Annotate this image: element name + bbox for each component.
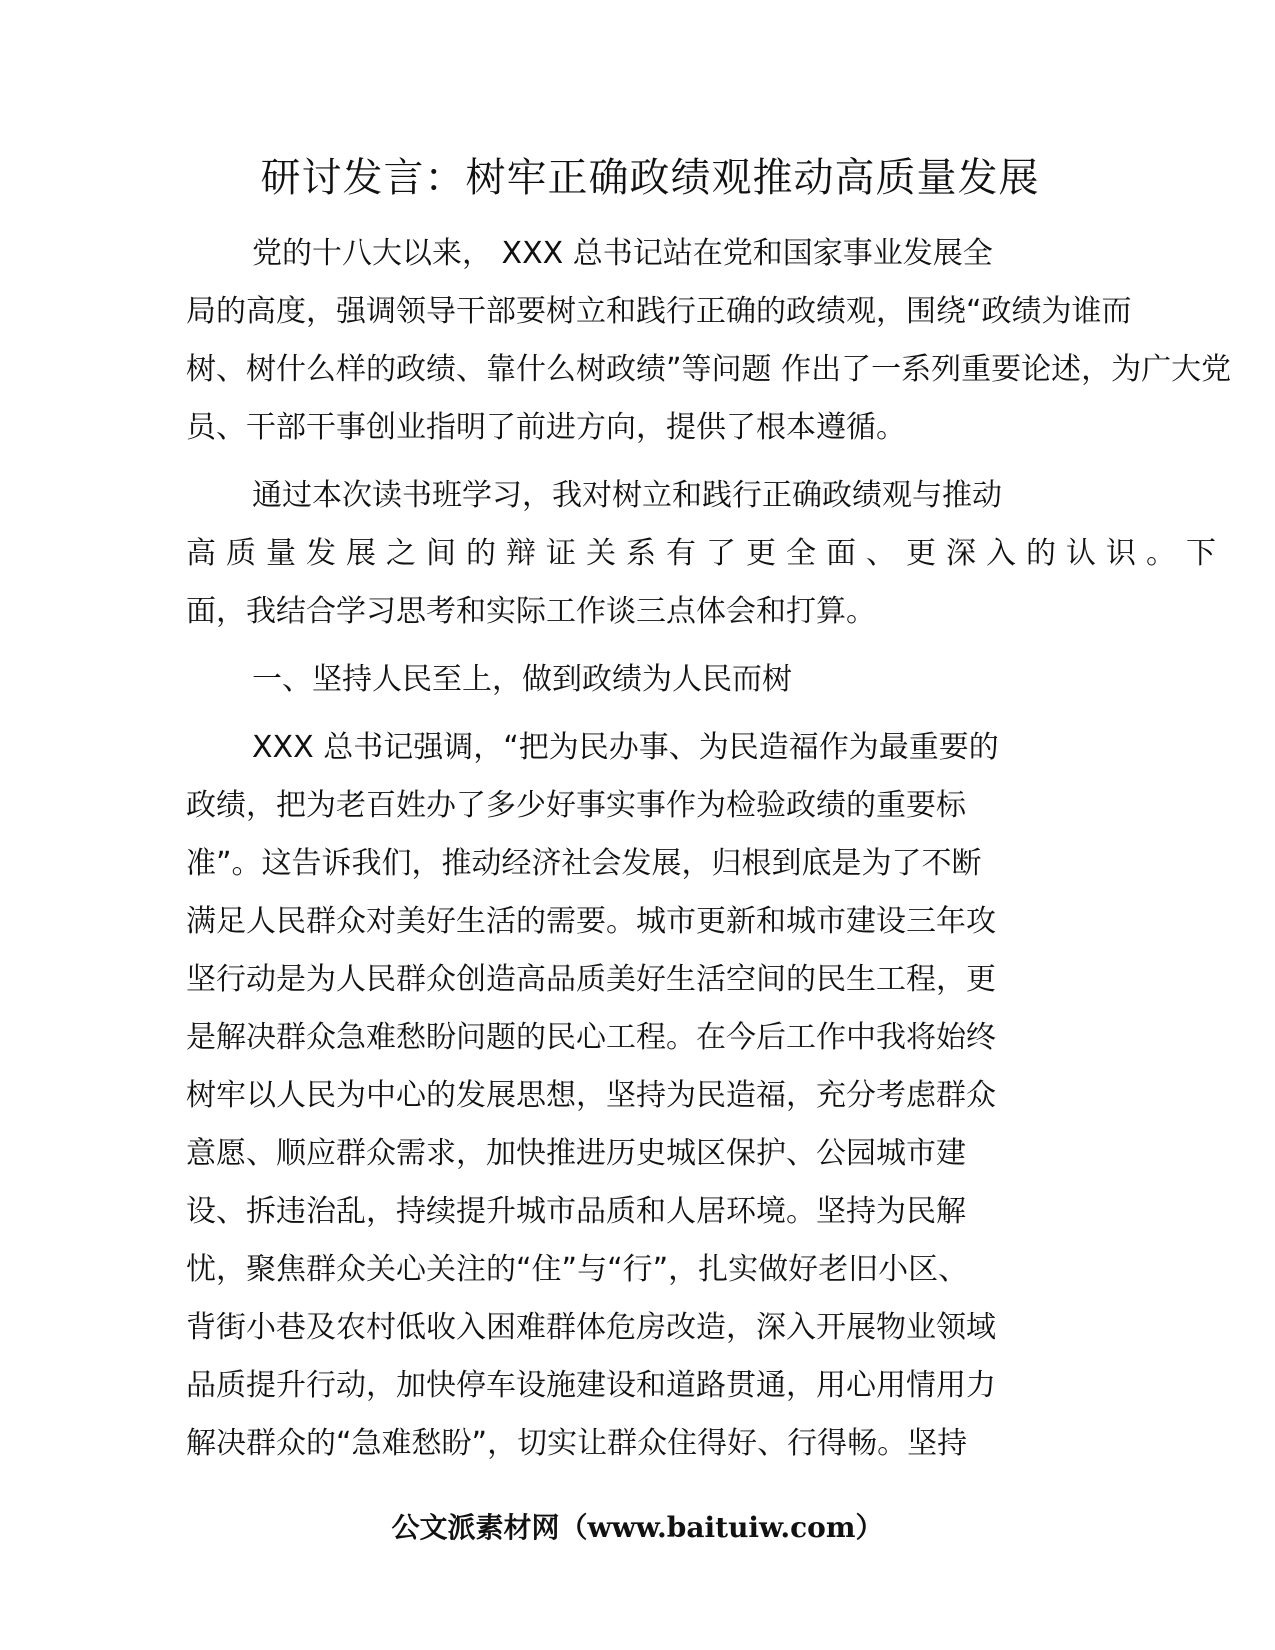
footer-watermark: 公文派素材网（www.baituiw.com） <box>391 1511 884 1544</box>
paragraph-intro <box>186 225 1246 457</box>
text-line: 意愿、顺应群众需求，加快推进历史城区保护、公园城市建 <box>186 1136 966 1171</box>
text-line: 通过本次读书班学习，我对树立和践行正确政绩观与推动 <box>252 478 1002 513</box>
text-line: 政绩，把为老百姓办了多少好事实事作为检验政绩的重要标 <box>186 788 966 823</box>
text-line: 是解决群众急难愁盼问题的民心工程。在今后工作中我将始终 <box>186 1020 996 1055</box>
text-line: 面，我结合学习思考和实际工作谈三点体会和打算。 <box>186 594 876 629</box>
text-line: 品质提升行动，加快停车设施建设和道路贯通，用心用情用力 <box>186 1368 996 1403</box>
text-line: 高质量发展之间的辩证关系有了更全面、更深入的认识。下 <box>186 536 1226 571</box>
paragraph-study <box>186 467 1246 641</box>
document-title: 研讨发言：树牢正确政绩观推动高质量发展 <box>260 155 1040 201</box>
text-line: 忧，聚焦群众关心关注的“住”与“行”，扎实做好老旧小区、 <box>186 1252 969 1287</box>
text-line: XXX 总书记强调，“把为民办事、为民造福作为最重要的 <box>252 730 999 765</box>
text-line: 解决群众的“急难愁盼”，切实让群众住得好、行得畅。坚持 <box>186 1426 968 1461</box>
text-line: 背街小巷及农村低收入困难群体危房改造，深入开展物业领域 <box>186 1310 996 1345</box>
text-line: 员、干部干事创业指明了前进方向，提供了根本遵循。 <box>186 410 906 445</box>
section-heading-text: 一、坚持人民至上，做到政绩为人民而树 <box>252 662 792 697</box>
text-line: 设、拆违治乱，持续提升城市品质和人居环境。坚持为民解 <box>186 1194 966 1229</box>
text-line: 树、树什么样的政绩、靠什么树政绩”等问题 作出了一系列重要论述，为广大党 <box>186 352 1232 387</box>
text-line: 树牢以人民为中心的发展思想，坚持为民造福，充分考虑群众 <box>186 1078 996 1113</box>
text-line: 满足人民群众对美好生活的需要。城市更新和城市建设三年攻 <box>186 904 996 939</box>
document-body <box>186 225 1246 1473</box>
text-line: 党的十八大以来， XXX 总书记站在党和国家事业发展全 <box>252 236 993 271</box>
text-line: 坚行动是为人民群众创造高品质美好生活空间的民生工程，更 <box>186 962 996 997</box>
paragraph-section-1 <box>186 719 1246 1473</box>
text-line: 局的高度，强调领导干部要树立和践行正确的政绩观，围绕“政绩为谁而 <box>186 294 1132 329</box>
text-line: 准”。这告诉我们，推动经济社会发展，归根到底是为了不断 <box>186 846 982 881</box>
section-heading-1 <box>186 651 1246 709</box>
